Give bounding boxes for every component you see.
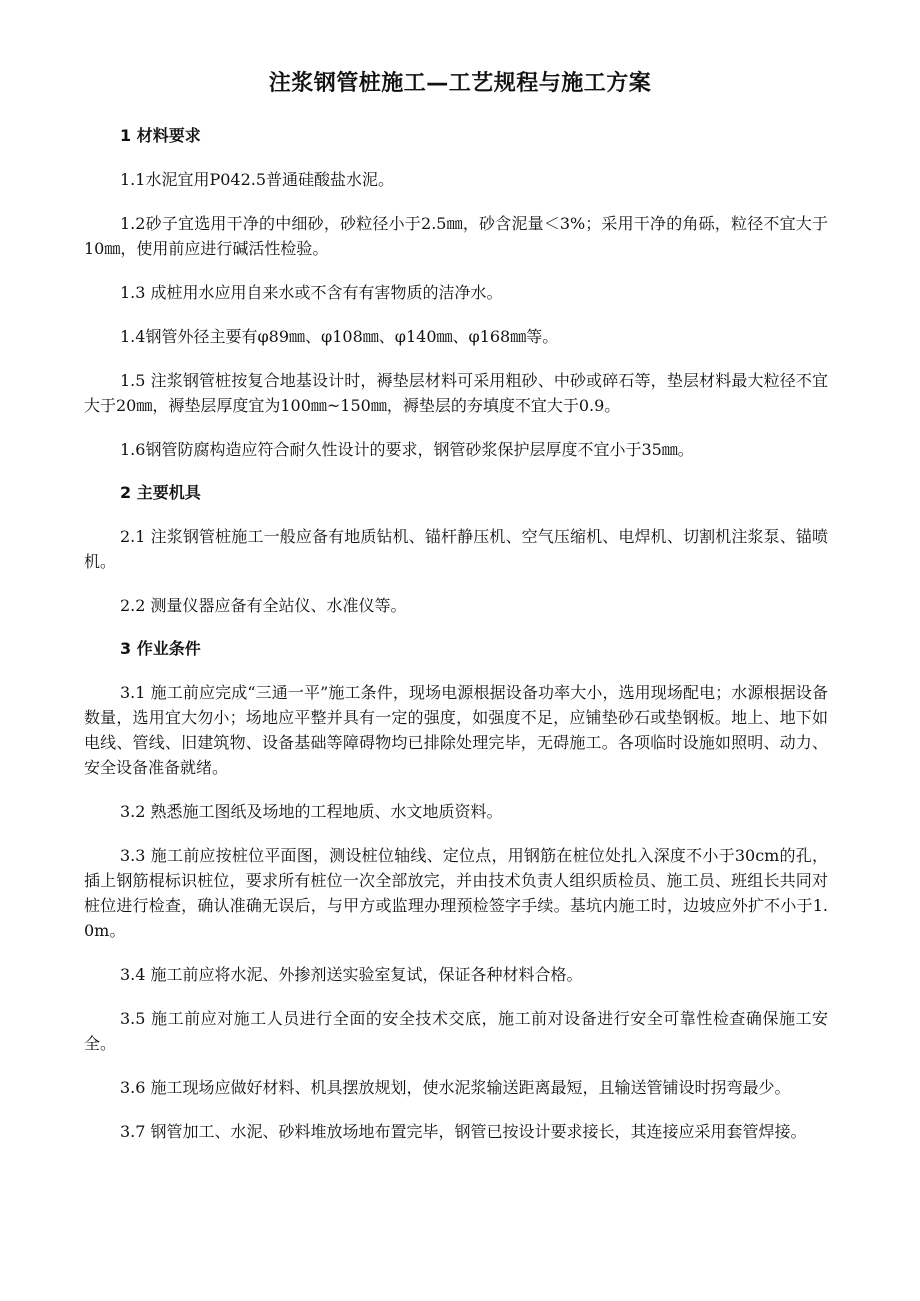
paragraph-3-5: 3.5 施工前应对施工人员进行全面的安全技术交底，施工前对设备进行安全可靠性检查确保施工安全。 [84,1009,828,1053]
paragraph-3-3: 3.3 施工前应按桩位平面图，测设桩位轴线、定位点，用钢筋在桩位处扎入深度不小于30cm的孔，插上钢筋棍标识桩位，要求所有桩位一次全部放完，并由技术负责人组织质检员、施工员、班组长共同对桩位进行检查，确认准确无误后，与甲方或监理办理预检签字手续。基坑内施工时，边坡应外扩不小于1.0m。 [84,846,828,940]
paragraph-2-2: 2.2 测量仪器应备有全站仪、水准仪等。 [120,596,407,615]
section-heading-equipment: 2 主要机具 [120,483,201,502]
paragraph-1-4: 1.4钢管外径主要有φ89㎜、φ108㎜、φ140㎜、φ168㎜等。 [120,327,559,346]
section-materials [84,124,828,462]
paragraph-1-1: 1.1水泥宜用P042.5普通硅酸盐水泥。 [120,170,395,189]
paragraph-3-7: 3.7 钢管加工、水泥、砂料堆放场地布置完毕，钢管已按设计要求接长，其连接应采用套管焊接。 [120,1122,807,1141]
document-title: 注浆钢管桩施工—工艺规程与施工方案 [268,71,652,96]
document-body [84,124,828,1163]
paragraph-3-4: 3.4 施工前应将水泥、外掺剂送实验室复试，保证各种材料合格。 [120,965,583,984]
section-equipment [84,481,828,618]
paragraph-2-1: 2.1 注浆钢管桩施工一般应备有地质钻机、锚杆静压机、空气压缩机、电焊机、切割机注浆泵、锚喷机。 [84,527,828,571]
paragraph-1-2: 1.2砂子宜选用干净的中细砂，砂粒径小于2.5㎜，砂含泥量＜3%；采用干净的角砾，粒径不宜大于10㎜，使用前应进行碱活性检验。 [84,214,828,258]
paragraph-1-3: 1.3 成桩用水应用自来水或不含有有害物质的洁净水。 [120,283,503,302]
paragraph-1-5: 1.5 注浆钢管桩按复合地基设计时，褥垫层材料可采用粗砂、中砂或碎石等，垫层材料最大粒径不宜大于20㎜，褥垫层厚度宜为100㎜~150㎜，褥垫层的夯填度不宜大于0.9。 [84,371,828,415]
section-heading-work-conditions: 3 作业条件 [120,639,201,658]
section-work-conditions [84,637,828,1144]
paragraph-3-2: 3.2 熟悉施工图纸及场地的工程地质、水文地质资料。 [120,802,503,821]
section-heading-materials: 1 材料要求 [120,126,201,145]
paragraph-3-1: 3.1 施工前应完成“三通一平”施工条件，现场电源根据设备功率大小，选用现场配电；水源根据设备数量，选用宜大勿小；场地应平整并具有一定的强度，如强度不足，应铺垫砂石或垫钢板。地上、地下如电线、管线、旧建筑物、设备基础等障碍物均已排除处理完毕，无碍施工。各项临时设施如照明、动力、安全设备准备就绪。 [84,683,828,777]
paragraph-1-6: 1.6钢管防腐构造应符合耐久性设计的要求，钢管砂浆保护层厚度不宜小于35㎜。 [120,440,694,459]
paragraph-3-6: 3.6 施工现场应做好材料、机具摆放规划，使水泥浆输送距离最短，且输送管铺设时拐弯最少。 [120,1078,791,1097]
